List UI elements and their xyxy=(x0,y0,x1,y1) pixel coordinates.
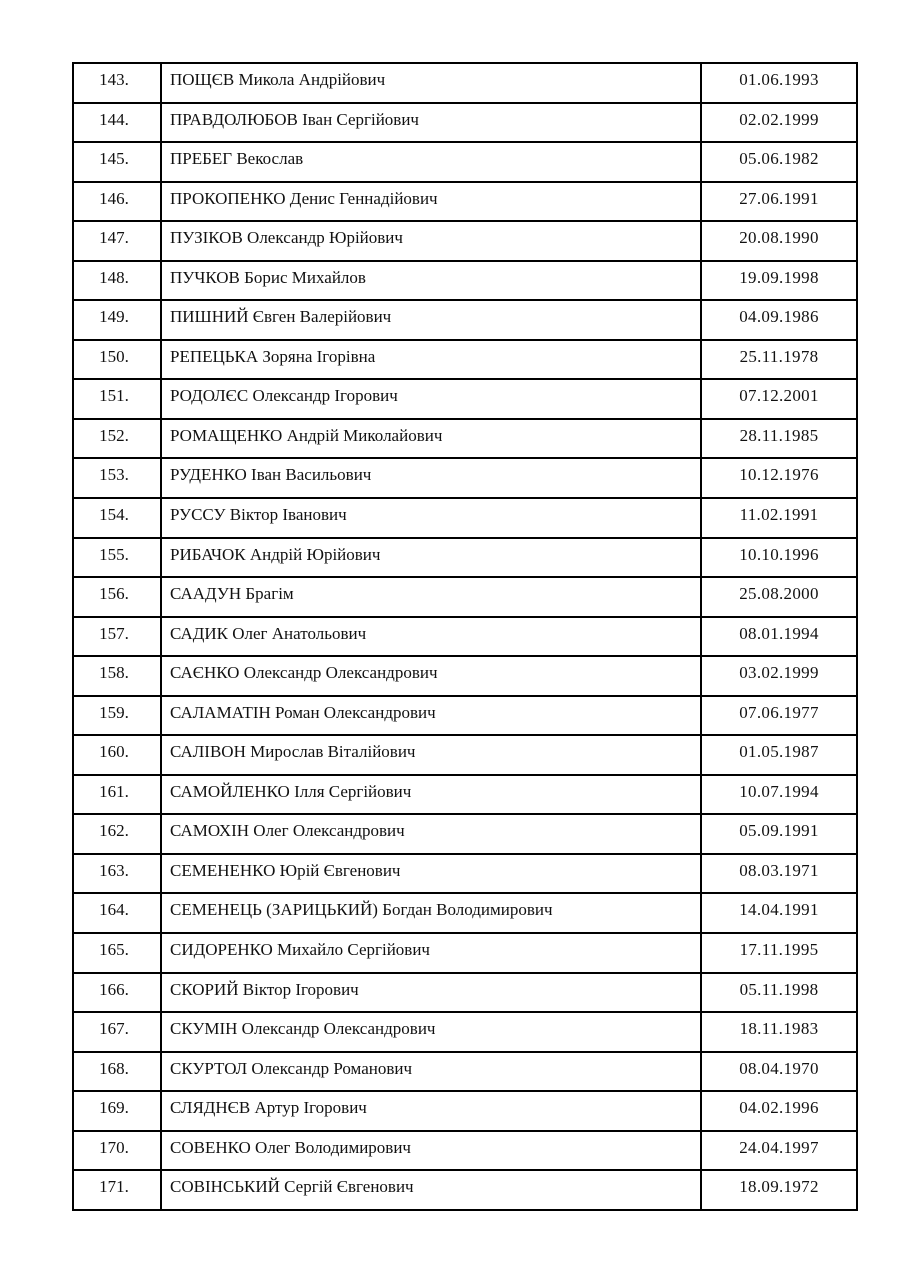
person-name: СААДУН Брагім xyxy=(161,577,701,617)
birth-date: 05.09.1991 xyxy=(701,814,857,854)
table-row xyxy=(73,103,857,143)
person-name: РИБАЧОК Андрій Юрійович xyxy=(161,538,701,578)
person-name: СОВІНСЬКИЙ Сергій Євгенович xyxy=(161,1170,701,1210)
birth-date: 08.04.1970 xyxy=(701,1052,857,1092)
person-name: САЛІВОН Мирослав Віталійович xyxy=(161,735,701,775)
table-row xyxy=(73,1131,857,1171)
table-row xyxy=(73,1052,857,1092)
row-number: 150. xyxy=(73,340,161,380)
birth-date: 08.03.1971 xyxy=(701,854,857,894)
birth-date: 18.09.1972 xyxy=(701,1170,857,1210)
table-row xyxy=(73,221,857,261)
row-number: 161. xyxy=(73,775,161,815)
birth-date: 01.05.1987 xyxy=(701,735,857,775)
table-row xyxy=(73,814,857,854)
row-number: 147. xyxy=(73,221,161,261)
row-number: 151. xyxy=(73,379,161,419)
birth-date: 17.11.1995 xyxy=(701,933,857,973)
row-number: 164. xyxy=(73,893,161,933)
row-number: 159. xyxy=(73,696,161,736)
row-number: 171. xyxy=(73,1170,161,1210)
row-number: 156. xyxy=(73,577,161,617)
person-name: САДИК Олег Анатольович xyxy=(161,617,701,657)
table-row xyxy=(73,656,857,696)
row-number: 165. xyxy=(73,933,161,973)
table-row xyxy=(73,300,857,340)
personnel-table-body xyxy=(73,63,857,1210)
table-row xyxy=(73,973,857,1013)
row-number: 148. xyxy=(73,261,161,301)
birth-date: 03.02.1999 xyxy=(701,656,857,696)
birth-date: 18.11.1983 xyxy=(701,1012,857,1052)
table-row xyxy=(73,696,857,736)
person-name: РЕПЕЦЬКА Зоряна Ігорівна xyxy=(161,340,701,380)
row-number: 152. xyxy=(73,419,161,459)
person-name: ПУЧКОВ Борис Михайлов xyxy=(161,261,701,301)
person-name: СОВЕНКО Олег Володимирович xyxy=(161,1131,701,1171)
table-row xyxy=(73,775,857,815)
birth-date: 04.02.1996 xyxy=(701,1091,857,1131)
row-number: 160. xyxy=(73,735,161,775)
row-number: 149. xyxy=(73,300,161,340)
person-name: САМОЙЛЕНКО Ілля Сергійович xyxy=(161,775,701,815)
row-number: 154. xyxy=(73,498,161,538)
birth-date: 19.09.1998 xyxy=(701,261,857,301)
table-row xyxy=(73,458,857,498)
person-name: СКУМІН Олександр Олександрович xyxy=(161,1012,701,1052)
person-name: СКОРИЙ Віктор Ігорович xyxy=(161,973,701,1013)
table-row xyxy=(73,617,857,657)
row-number: 143. xyxy=(73,63,161,103)
row-number: 170. xyxy=(73,1131,161,1171)
table-row xyxy=(73,538,857,578)
row-number: 157. xyxy=(73,617,161,657)
person-name: РУССУ Віктор Іванович xyxy=(161,498,701,538)
table-row xyxy=(73,735,857,775)
row-number: 153. xyxy=(73,458,161,498)
table-row xyxy=(73,142,857,182)
birth-date: 10.07.1994 xyxy=(701,775,857,815)
table-row xyxy=(73,63,857,103)
table-row xyxy=(73,182,857,222)
row-number: 169. xyxy=(73,1091,161,1131)
table-row xyxy=(73,419,857,459)
table-row xyxy=(73,577,857,617)
person-name: ПРОКОПЕНКО Денис Геннадійович xyxy=(161,182,701,222)
row-number: 146. xyxy=(73,182,161,222)
person-name: САЛАМАТІН Роман Олександрович xyxy=(161,696,701,736)
table-row xyxy=(73,340,857,380)
row-number: 144. xyxy=(73,103,161,143)
birth-date: 08.01.1994 xyxy=(701,617,857,657)
row-number: 145. xyxy=(73,142,161,182)
table-row xyxy=(73,1012,857,1052)
row-number: 162. xyxy=(73,814,161,854)
table-row xyxy=(73,854,857,894)
birth-date: 10.12.1976 xyxy=(701,458,857,498)
table-row xyxy=(73,1170,857,1210)
row-number: 158. xyxy=(73,656,161,696)
row-number: 155. xyxy=(73,538,161,578)
person-name: ПОЩЄВ Микола Андрійович xyxy=(161,63,701,103)
person-name: ПИШНИЙ Євген Валерійович xyxy=(161,300,701,340)
birth-date: 24.04.1997 xyxy=(701,1131,857,1171)
table-row xyxy=(73,933,857,973)
person-name: СКУРТОЛ Олександр Романович xyxy=(161,1052,701,1092)
person-name: РОМАЩЕНКО Андрій Миколайович xyxy=(161,419,701,459)
birth-date: 07.06.1977 xyxy=(701,696,857,736)
person-name: РОДОЛЄС Олександр Ігорович xyxy=(161,379,701,419)
row-number: 168. xyxy=(73,1052,161,1092)
birth-date: 20.08.1990 xyxy=(701,221,857,261)
person-name: ПУЗІКОВ Олександр Юрійович xyxy=(161,221,701,261)
person-name: СЕМЕНЕЦЬ (ЗАРИЦЬКИЙ) Богдан Володимирович xyxy=(161,893,701,933)
row-number: 163. xyxy=(73,854,161,894)
person-name: САЄНКО Олександр Олександрович xyxy=(161,656,701,696)
person-name: СИДОРЕНКО Михайло Сергійович xyxy=(161,933,701,973)
birth-date: 28.11.1985 xyxy=(701,419,857,459)
table-row xyxy=(73,1091,857,1131)
birth-date: 05.06.1982 xyxy=(701,142,857,182)
person-name: РУДЕНКО Іван Васильович xyxy=(161,458,701,498)
person-name: ПРЕБЕГ Векослав xyxy=(161,142,701,182)
birth-date: 01.06.1993 xyxy=(701,63,857,103)
birth-date: 07.12.2001 xyxy=(701,379,857,419)
table-row xyxy=(73,498,857,538)
birth-date: 25.11.1978 xyxy=(701,340,857,380)
row-number: 166. xyxy=(73,973,161,1013)
birth-date: 14.04.1991 xyxy=(701,893,857,933)
personnel-table xyxy=(72,62,858,1211)
person-name: САМОХІН Олег Олександрович xyxy=(161,814,701,854)
person-name: СЕМЕНЕНКО Юрій Євгенович xyxy=(161,854,701,894)
table-row xyxy=(73,379,857,419)
birth-date: 11.02.1991 xyxy=(701,498,857,538)
birth-date: 27.06.1991 xyxy=(701,182,857,222)
birth-date: 05.11.1998 xyxy=(701,973,857,1013)
birth-date: 02.02.1999 xyxy=(701,103,857,143)
person-name: СЛЯДНЄВ Артур Ігорович xyxy=(161,1091,701,1131)
birth-date: 04.09.1986 xyxy=(701,300,857,340)
birth-date: 25.08.2000 xyxy=(701,577,857,617)
row-number: 167. xyxy=(73,1012,161,1052)
person-name: ПРАВДОЛЮБОВ Іван Сергійович xyxy=(161,103,701,143)
table-row xyxy=(73,261,857,301)
birth-date: 10.10.1996 xyxy=(701,538,857,578)
table-row xyxy=(73,893,857,933)
